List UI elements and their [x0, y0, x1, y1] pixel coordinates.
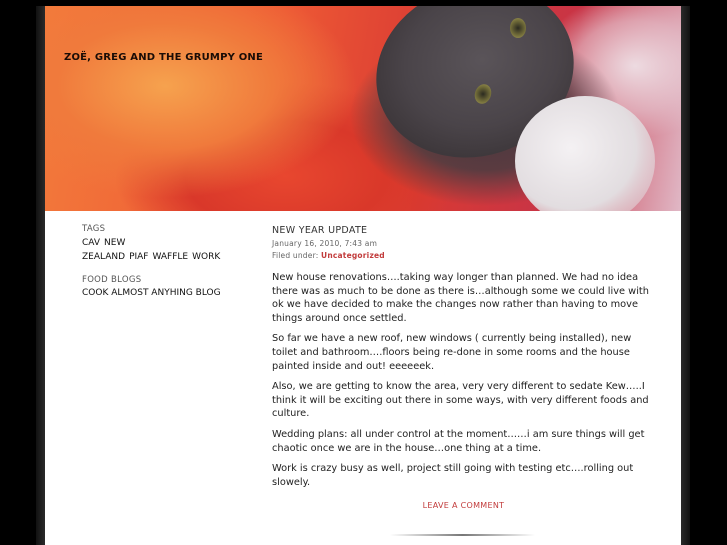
post-divider: [390, 534, 535, 536]
post-filed-label: Filed under:: [272, 251, 322, 260]
tag-link-work[interactable]: WORK: [192, 252, 221, 262]
leave-comment-link[interactable]: LEAVE A COMMENT: [422, 501, 505, 511]
post-paragraph: New house renovations….taking way longer than planned. We had no idea there was as much to be done as there is…although some we could live with ok we have decided to make the changes now rather than having to move things around once settled.: [272, 272, 649, 324]
tag-cloud: [82, 236, 252, 264]
post-body: [272, 271, 655, 489]
cat-photo-chest: [515, 96, 655, 211]
post-category-link[interactable]: Uncategorized: [321, 251, 385, 260]
blogroll-link-cook-almost-anything[interactable]: COOK ALMOST ANYHING BLOG: [82, 288, 221, 298]
header-banner: [45, 6, 681, 211]
tags-widget-title: TAGS: [82, 224, 106, 234]
post-paragraph: Also, we are getting to know the area, very very different to sedate Kew…..I think it will be exciting out there in some ways, with very different foods and culture.: [272, 381, 649, 420]
cat-eye-right: [510, 18, 526, 38]
tag-link-piaf[interactable]: PIAF: [129, 252, 149, 262]
food-blogs-widget: [82, 275, 252, 300]
post-date: January 16, 2010, 7:43 am: [272, 239, 378, 248]
page-container: [45, 6, 681, 545]
main-content: [272, 225, 655, 510]
tag-link-waffle[interactable]: WAFFLE: [152, 252, 189, 262]
tag-link-new-zealand[interactable]: NEW ZEALAND: [82, 238, 126, 262]
blogroll-list: [82, 287, 252, 300]
page-border-left: [36, 6, 45, 545]
post-paragraph: Work is crazy busy as well, project still going with testing etc….rolling out slowely.: [272, 463, 634, 488]
post-paragraph: So far we have a new roof, new windows ( currently being installed), new toilet and bathroom….floors being re-done in some rooms and the house painted inside and out! eeeeeek.: [272, 333, 632, 372]
tags-widget: [82, 224, 252, 264]
post-meta: [272, 238, 655, 262]
tag-link-cav[interactable]: CAV: [82, 238, 101, 248]
post-title-link[interactable]: NEW YEAR UPDATE: [272, 225, 368, 236]
post-filed-under: [272, 250, 655, 262]
site-title-link[interactable]: ZOË, GREG AND THE GRUMPY ONE: [64, 52, 264, 63]
page-border-right: [681, 6, 690, 545]
sidebar: [82, 224, 252, 311]
post-paragraph: Wedding plans: all under control at the moment……i am sure things will get chaotic once we are in the house…one thing at a time.: [272, 428, 645, 454]
food-blogs-widget-title: FOOD BLOGS: [82, 275, 142, 285]
